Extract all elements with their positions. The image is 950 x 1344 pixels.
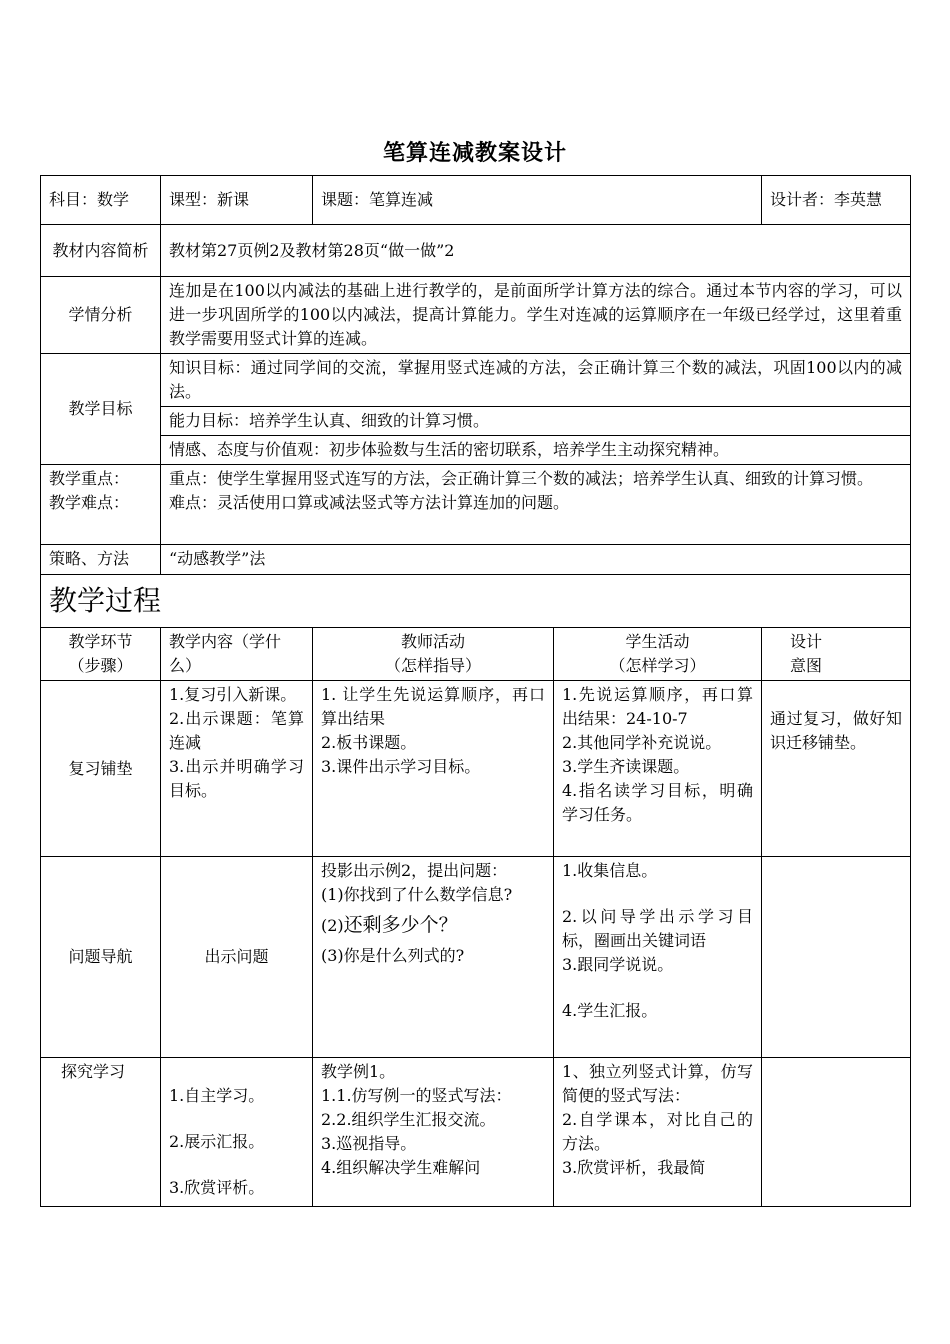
- review-teacher-item: 1. 让学生先说运算顺序，再口算出结果: [321, 685, 545, 728]
- goals-label: 教学目标: [41, 354, 161, 465]
- review-stage: 复习铺垫: [41, 681, 161, 857]
- topic-cell: 课题：笔算连减: [313, 176, 762, 225]
- problem-student-item: 2.以问导学出示学习目标，圈画出关键词语: [562, 907, 754, 950]
- col-header-content-line1: 教学内容（学什: [169, 632, 282, 651]
- review-teacher-item: 2.板书课题。: [321, 733, 417, 752]
- explore-student: [554, 1058, 762, 1207]
- material-label: 教材内容简析: [41, 225, 161, 277]
- col-header-student: [554, 628, 762, 681]
- review-student-item: 1.先说运算顺序，再口算出结果：24-10-7: [562, 685, 754, 728]
- review-student-item: 3.学生齐读课题。: [562, 757, 690, 776]
- explore-stage: 探究学习: [41, 1058, 161, 1207]
- key-difficult-text: [161, 465, 911, 545]
- problem-teacher: [313, 857, 554, 1058]
- review-teacher: [313, 681, 554, 857]
- problem-student-item: 4.学生汇报。: [562, 1001, 658, 1020]
- problem-teacher-question: [321, 913, 545, 938]
- key-difficult-label: [41, 465, 161, 545]
- review-content-item: 2.出示课题：笔算连减: [169, 709, 304, 752]
- review-teacher-item: 3.课件出示学习目标。: [321, 757, 481, 776]
- lesson-plan-table: [40, 175, 911, 1207]
- problem-stage: 问题导航: [41, 857, 161, 1058]
- problem-student-item: 1.收集信息。: [562, 861, 658, 880]
- explore-teacher-item: 1.1.仿写例一的竖式写法：: [321, 1086, 512, 1105]
- explore-teacher-item: 2.2.组织学生汇报交流。: [321, 1110, 496, 1129]
- problem-teacher-question: (3)你是什么列式的?: [321, 946, 465, 965]
- review-intent: 通过复习，做好知识迁移铺垫。: [762, 681, 911, 857]
- explore-intent: [762, 1058, 911, 1207]
- col-header-intent-line1: 设计: [790, 632, 823, 651]
- difficult-label: 教学难点：: [49, 493, 130, 512]
- explore-content-item: 2.展示汇报。: [169, 1132, 265, 1151]
- explore-teacher-item: 教学例1。: [321, 1062, 396, 1081]
- process-heading: 教学过程: [41, 575, 911, 628]
- goal-emotion: 情感、态度与价值观：初步体验数与生活的密切联系，培养学生主动探究精神。: [161, 436, 911, 465]
- designer-cell: 设计者：李英慧: [762, 176, 911, 225]
- explore-teacher-item: 4.组织解决学生难解问: [321, 1158, 481, 1177]
- problem-intent: [762, 857, 911, 1058]
- col-header-teacher: [313, 628, 554, 681]
- question-text: 还剩多少个？: [343, 914, 458, 936]
- col-header-content-line2: 么）: [169, 656, 202, 675]
- strategy-text: “动感教学”法: [161, 545, 911, 575]
- problem-teacher-intro: 投影出示例2，提出问题：: [321, 861, 508, 880]
- goal-ability: 能力目标：培养学生认真、细致的计算习惯。: [161, 407, 911, 436]
- goal-knowledge: 知识目标：通过同学间的交流，掌握用竖式连减的方法，会正确计算三个数的减法，巩固100以内的减法。: [161, 354, 911, 407]
- lesson-type-cell: 课型：新课: [161, 176, 313, 225]
- key-label: 教学重点：: [49, 469, 130, 488]
- problem-student: [554, 857, 762, 1058]
- material-text: 教材第27页例2及教材第28页“做一做”2: [161, 225, 911, 277]
- review-student: [554, 681, 762, 857]
- col-header-content: [161, 628, 313, 681]
- col-header-stage-line2: （步骤）: [68, 656, 133, 675]
- col-header-intent-line2: 意图: [790, 656, 823, 675]
- review-content-item: 1.复习引入新课。: [169, 685, 297, 704]
- explore-student-item: 1、独立列竖式计算，仿写简便的竖式写法：: [562, 1062, 754, 1105]
- explore-student-item: 3.欣赏评析，我最简: [562, 1158, 706, 1177]
- explore-content-item: 1.自主学习。: [169, 1086, 265, 1105]
- col-header-stage: [41, 628, 161, 681]
- difficult-point: 难点：灵活使用口算或减法竖式等方法计算连加的问题。: [169, 493, 570, 512]
- col-header-intent: [762, 628, 911, 681]
- col-header-teacher-line2: （怎样指导）: [384, 656, 481, 675]
- problem-teacher-question: (1)你找到了什么数学信息?: [321, 885, 513, 904]
- review-student-item: 4.指名读学习目标，明确学习任务。: [562, 781, 754, 824]
- explore-content: [161, 1058, 313, 1207]
- subject-cell: 科目：数学: [41, 176, 161, 225]
- problem-content: 出示问题: [161, 857, 313, 1058]
- col-header-student-line1: 学生活动: [625, 632, 690, 651]
- explore-student-item: 2.自学课本，对比自己的方法。: [562, 1110, 754, 1153]
- review-content-item: 3.出示并明确学习目标。: [169, 757, 304, 800]
- col-header-stage-line1: 教学环节: [68, 632, 133, 651]
- problem-student-item: 3.跟同学说说。: [562, 955, 674, 974]
- strategy-label: 策略、方法: [41, 545, 161, 575]
- explore-content-item: 3.欣赏评析。: [169, 1178, 265, 1197]
- col-header-teacher-line1: 教师活动: [400, 632, 465, 651]
- situation-text: 连加是在100以内减法的基础上进行教学的，是前面所学计算方法的综合。通过本节内容的学习，可以进一步巩固所学的100以内减法，提高计算能力。学生对连减的运算顺序在一年级已经学过，这里着重教学需要用竖式计算的连减。: [161, 277, 911, 354]
- question-number: (2): [321, 916, 344, 935]
- situation-label: 学情分析: [41, 277, 161, 354]
- review-content: [161, 681, 313, 857]
- col-header-student-line2: （怎样学习）: [609, 656, 706, 675]
- explore-teacher: [313, 1058, 554, 1207]
- review-student-item: 2.其他同学补充说说。: [562, 733, 722, 752]
- document-title: 笔算连减教案设计: [382, 140, 567, 166]
- explore-teacher-item: 3.巡视指导。: [321, 1134, 417, 1153]
- key-point: 重点：使学生掌握用竖式连写的方法，会正确计算三个数的减法；培养学生认真、细致的计算习惯。: [169, 469, 874, 488]
